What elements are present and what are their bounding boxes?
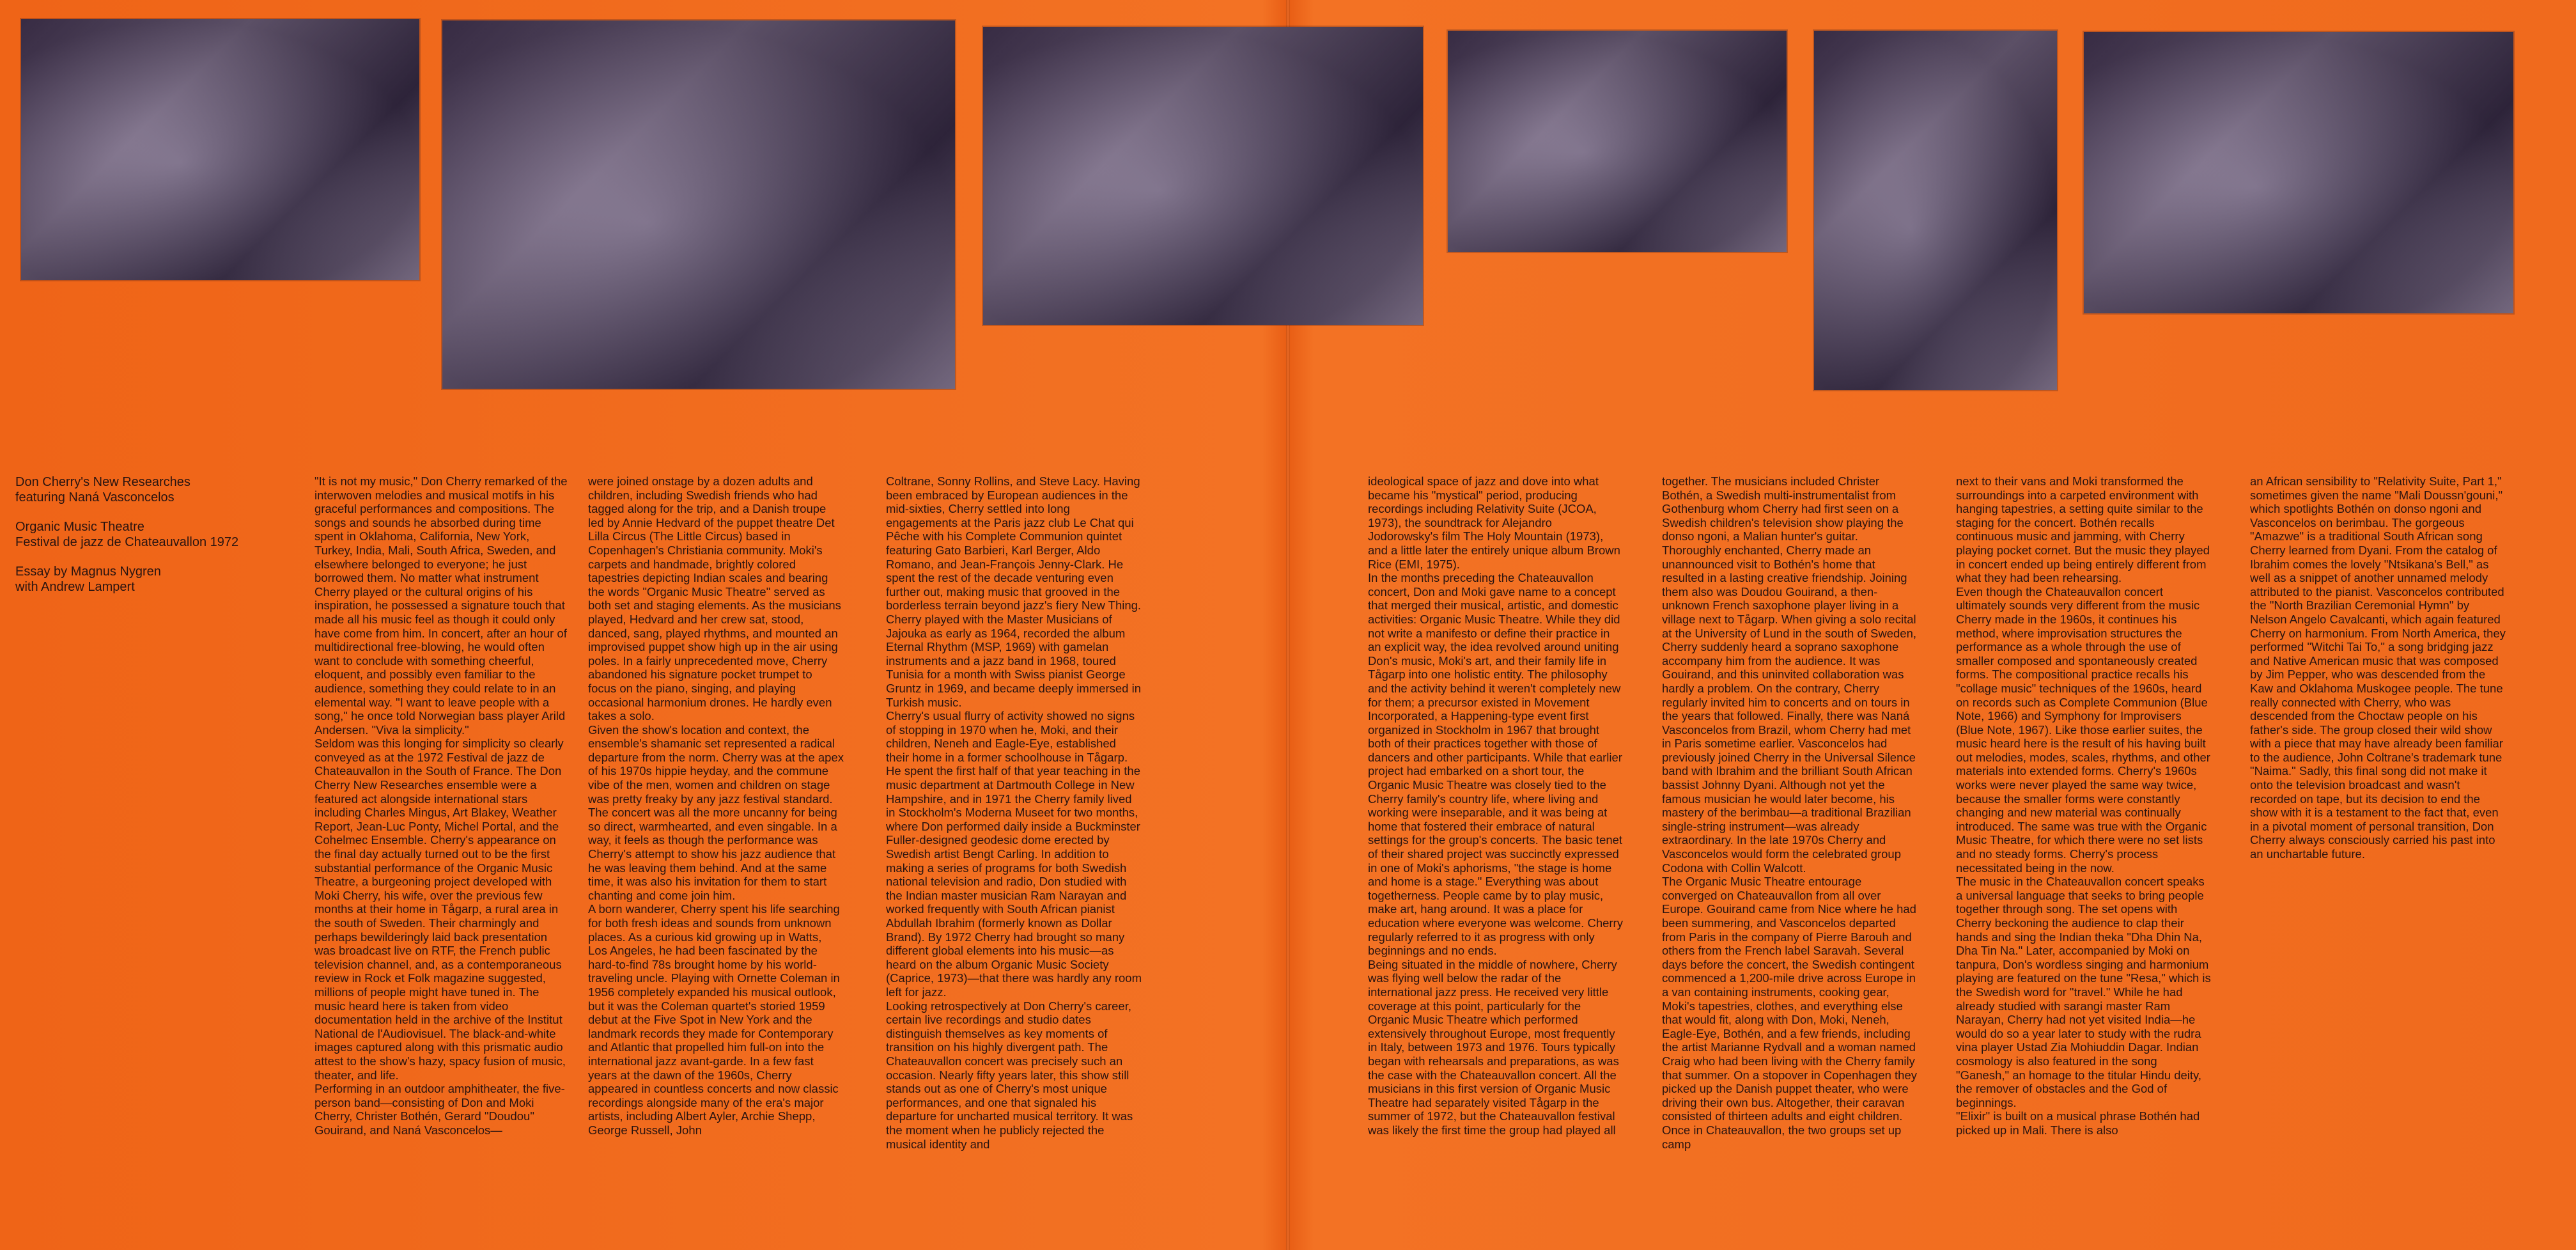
- essay-column-4: [1368, 474, 1624, 1137]
- essay-column-6: [1956, 474, 2212, 1137]
- essay-column-1-text: "It is not my music," Don Cherry remarked of the interwoven melodies and musical motifs in his graceful performances and compositions. The songs and sounds he absorbed during time spent in Oklahoma, California, New York, Turkey, India, Mali, South Africa, Sweden, and elsewhere belonged to everyone; he just borrowed them. No matter what instrument Cherry played or the cultural origins of his inspiration, he possessed a signature touch that made all his music feel as though it could only have come from him. In concert, after an hour of multidirectional free-blowing, he would often want to conclude with something cheerful, eloquent, and possibly even familiar to the audience, something they could relate to in an elemental way. "I want to leave people with a song," he once told Norwegian bass player Arild Andersen. "Viva la simplicity." Seldom was this longing for simplicity so clearly conveyed as at the 1972 Festival de jazz de Chateauvallon in the South of France. The Don Cherry New Researches ensemble were a featured act alongside international stars including Charles Mingus, Art Blakey, Weather Report, Jean-Luc Ponty, Michel Portal, and the Cohelmec Ensemble. Cherry's appearance on the final day actually turned out to be the first substantial performance of the Organic Music Theatre, a burgeoning project developed with Moki Cherry, his wife, over the previous few months at their home in Tågarp, a rural area in the south of Sweden. Their charmingly and perhaps bewilderingly laid back presentation was broadcast live on RTF, the French public television channel, and, as a contemporaneous review in Rock et Folk magazine suggested, millions of people might have tuned in. The music heard here is taken from video documentation held in the archive of the Institut National de l'Audiovisuel. The black-and-white images captured along with this prismatic audio attest to the show's hazy, spacy fusion of music, theater, and life. Performing in an outdoor amphitheater, the five-person band—consisting of Don and Moki Cherry, Christer Bothén, Gerard "Doudou" Gouirand, and Naná Vasconcelos—: [314, 474, 568, 1137]
- essay-credit-line-1: Essay by Magnus Nygren: [15, 565, 161, 579]
- essay-column-7-text: an African sensibility to "Relativity Suite, Part 1," sometimes given the name "Mali Doussn'gouni," which spotlights Bothén on donso ngoni and Vasconcelos on berimbau. The gorgeous "Amazwe" is a traditional South African song Cherry learned from Dyani. From the catalog of Ibrahim comes the lovely "Ntsikana's Bell," as well as a snippet of another unnamed melody attributed to the pianist. Vasconcelos contributed the "North Brazilian Ceremonial Hymn" by Nelson Angelo Cavalcanti, which again featured Cherry on harmonium. From North America, they performed "Witchi Tai To," a song bridging jazz and Native American music that was composed by Jim Pepper, who was descended from the Kaw and Oklahoma Muskogee people. The tune really connected with Cherry, who was descended from the Choctaw people on his father's side. The group closed their wild show with a piece that may have already been familiar to the audience, John Coltrane's trademark tune "Naima." Sadly, this final song did not make it onto the television broadcast and wasn't recorded on tape, but its decision to end the show with it is a testament to the fact that, even in a pivotal moment of personal transition, Don Cherry always consciously carried his past into an unchartable future.: [2250, 474, 2506, 861]
- photo-outdoor-harmonium: [21, 19, 419, 280]
- photo-crowd-van: [442, 20, 955, 389]
- essay-credit-line-2: with Andrew Lampert: [15, 580, 135, 594]
- photo-dancer-field: [1448, 31, 1787, 252]
- credits-block: [15, 474, 284, 609]
- essay-column-4-text: ideological space of jazz and dove into what became his "mystical" period, producing recordings including Relativity Suite (JCOA, 1973), the soundtrack for Alejandro Jodorowsky's film The Holy Mountain (1973), and a little later the entirely unique album Brown Rice (EMI, 1975). In the months preceding the Chateauvallon concert, Don and Moki gave name to a concept that merged their musical, artistic, and domestic activities: Organic Music Theatre. While they did not write a manifesto or define their practice in an explicit way, the idea revolved around uniting Don's music, Moki's art, and their family life in Tågarp into one holistic entity. The philosophy and the activity behind it weren't completely new for them; a precursor existed in Movement Incorporated, a Happening-type event first organized in Stockholm in 1967 that brought both of their practices together with those of dancers and other participants. While that earlier project had embarked on a short tour, the Organic Music Theatre was closely tied to the Cherry family's country life, where living and working were inseparable, and it was being at home that fostered their embrace of natural settings for the group's concerts. The basic tenet of their shared project was succinctly expressed in one of Moki's aphorisms, "the stage is home and home is a stage." Everything was about togetherness. People came by to play music, make art, hang around. It was a place for education where everyone was welcome. Cherry regularly referred to it as progress with only beginnings and no ends. Being situated in the middle of nowhere, Cherry was flying well below the radar of the international jazz press. He received very little coverage at this point, particularly for the Organic Music Theatre which performed extensively throughout Europe, most frequently in Italy, between 1973 and 1976. Tours typically began with rehearsals and preparations, as was the case with the Chateauvallon concert. All the musicians in this first version of Organic Music Theatre had separately visited Tågarp in the summer of 1972, but the Chateauvallon festival was likely the first time the group had played all: [1368, 474, 1623, 1137]
- event-title-line-2: Festival de jazz de Chateauvallon 1972: [15, 535, 239, 549]
- essay-column-1: [314, 474, 570, 1137]
- essay-credit: [15, 564, 284, 595]
- photo-stage-night: [2084, 32, 2513, 313]
- essay-column-7: [2250, 474, 2506, 861]
- essay-column-3-text: Coltrane, Sonny Rollins, and Steve Lacy. Having been embraced by European audiences in the mid-sixties, Cherry settled into long engagements at the Paris jazz club Le Chat qui Pêche with his Complete Communion quintet featuring Gato Barbieri, Karl Berger, Aldo Romano, and Jean-François Jenny-Clark. He spent the rest of the decade venturing even further out, making music that grooved in the borderless terrain beyond jazz's fiery New Thing. Cherry played with the Master Musicians of Jajouka as early as 1964, recorded the album Eternal Rhythm (MSP, 1969) with gamelan instruments and a jazz band in 1968, toured Tunisia for a month with Swiss pianist George Gruntz in 1969, and became deeply immersed in Turkish music. Cherry's usual flurry of activity showed no signs of stopping in 1970 when he, Moki, and their children, Neneh and Eagle-Eye, established their home in a former schoolhouse in Tågarp. He spent the first half of that year teaching in the music department at Dartmouth College in New Hampshire, and in 1971 the Cherry family lived in Stockholm's Moderna Museet for two months, where Don performed daily inside a Buckminster Fuller-designed geodesic dome erected by Swedish artist Bengt Carling. In addition to making a series of programs for both Swedish national television and radio, Don studied with the Indian master musician Ram Narayan and worked frequently with South African pianist Abdullah Ibrahim (formerly known as Dollar Brand). By 1972 Cherry had brought so many different global elements into his music—as heard on the album Organic Music Society (Caprice, 1973)—that there was hardly any room left for jazz. Looking retrospectively at Don Cherry's career, certain live recordings and studio dates distinguish themselves as key moments of transition on his highly divergent path. The Chateauvallon concert was precisely such an occasion. Nearly fifty years later, this show still stands out as one of Cherry's most unique performances, and one that signaled his departure for uncharted musical territory. It was the moment when he publicly rejected the musical identity and: [886, 474, 1142, 1151]
- essay-column-2-text: were joined onstage by a dozen adults and children, including Swedish friends who had tagged along for the trip, and a Danish troupe led by Annie Hedvard of the puppet theatre Det Lilla Circus (The Little Circus) based in Copenhagen's Christiania community. Moki's carpets and handmade, brightly colored tapestries depicting Indian scales and bearing the words "Organic Music Theatre" served as both set and staging elements. As the musicians played, Hedvard and her crew sat, stood, danced, sang, played rhythms, and mounted an improvised puppet show high up in the air using poles. In a fairly unprecedented move, Cherry abandoned his signature pocket trumpet to focus on the piano, singing, and playing occasional harmonium drones. He hardly even takes a solo. Given the show's location and context, the ensemble's shamanic set represented a radical departure from the norm. Cherry was at the apex of his 1970s hippie heyday, and the commune vibe of the men, women and children on stage was pretty freaky by any jazz festival standard. The concert was all the more uncanny for being so direct, warmhearted, and even singable. In a way, it feels as though the performance was Cherry's attempt to show his jazz audience that he was leaving them behind. And at the same time, it was also his invitation for them to start chanting and come join him. A born wanderer, Cherry spent his life searching for both fresh ideas and sounds from unknown places. As a curious kid growing up in Watts, Los Angeles, he had been fascinated by the hard-to-find 78s brought home by his world-traveling uncle. Playing with Ornette Coleman in 1956 completely expanded his musical outlook, but it was the Coleman quartet's storied 1959 debut at the Five Spot in New York and the landmark records they made for Contemporary and Atlantic that propelled him full-on into the international jazz avant-garde. In a few fast years at the dawn of the 1960s, Cherry appeared in countless concerts and now classic recordings alongside many of the era's major artists, including Albert Ayler, Archie Shepp, George Russell, John: [588, 474, 844, 1137]
- event-title: [15, 519, 284, 550]
- event-title-line-1: Organic Music Theatre: [15, 520, 144, 534]
- photo-stage-performance: [983, 27, 1423, 325]
- essay-column-5: [1662, 474, 1918, 1151]
- photo-tabla-doorway: [1814, 31, 2057, 390]
- essay-column-3: [886, 474, 1142, 1151]
- essay-column-6-text: next to their vans and Moki transformed the surroundings into a carpeted environment with hanging tapestries, a setting quite similar to the staging for the concert. Bothén recalls continuous music and jamming, with Cherry playing pocket cornet. But the music they played in concert ended up being entirely different from what they had been rehearsing. Even though the Chateauvallon concert ultimately sounds very different from the music Cherry made in the 1960s, it continues his method, where improvisation structures the performance as a whole through the use of smaller composed and spontaneously created forms. The compositional practice recalls his "collage music" techniques of the 1960s, heard on records such as Complete Communion (Blue Note, 1966) and Symphony for Improvisers (Blue Note, 1967). Like those earlier suites, the music heard here is the result of his having built out melodies, modes, scales, rhythms, and other materials into extended forms. Cherry's 1960s works were never played the same way twice, because the smaller forms were constantly changing and new material was continually introduced. The same was true with the Organic Music Theatre, for which there were no set lists and no steady forms. Cherry's process necessitated being in the now. The music in the Chateauvallon concert speaks a universal language that seeks to bring people together through song. The set opens with Cherry beckoning the audience to clap their hands and sing the Indian theka "Dha Dhin Na, Dha Tin Na." Later, accompanied by Moki on tanpura, Don's wordless singing and harmonium playing are featured on the tune "Resa," which is the Swedish word for "travel." While he had already studied with sarangi master Ram Narayan, Cherry had not yet visited India—he would do so a year later to study with the rudra vina player Ustad Zia Mohiuddin Dagar. Indian cosmology is also featured in the song "Ganesh," an homage to the titular Hindu deity, the remover of obstacles and the God of beginnings. "Elixir" is built on a musical phrase Bothén had picked up in Mali. There is also: [1956, 474, 2211, 1137]
- essay-column-5-text: together. The musicians included Christer Bothén, a Swedish multi-instrumentalist from Gothenburg whom Cherry had first seen on a Swedish children's television show playing the donso ngoni, a Malian hunter's guitar. Thoroughly enchanted, Cherry made an unannounced visit to Bothén's home that resulted in a lasting creative friendship. Joining them also was Doudou Gouirand, a then-unknown French saxophone player living in a village next to Tågarp. When giving a solo recital at the University of Lund in the south of Sweden, Cherry suddenly heard a soprano saxophone accompany him from the audience. It was Gouirand, and this uninvited collaboration was hardly a problem. On the contrary, Cherry regularly invited him to concerts and on tours in the years that followed. Finally, there was Naná Vasconcelos from Brazil, whom Cherry had met in Paris sometime earlier. Vasconcelos had previously joined Cherry in the Universal Silence band with Ibrahim and the brilliant South African bassist Johnny Dyani. Although not yet the famous musician he would later become, his mastery of the berimbau—a traditional Brazilian single-string instrument—was already extraordinary. In the late 1970s Cherry and Vasconcelos would form the celebrated group Codona with Collin Walcott. The Organic Music Theatre entourage converged on Chateauvallon from all over Europe. Gouirand came from Nice where he had been summering, and Vasconcelos departed from Paris in the company of Pierre Barouh and others from the French label Saravah. Several days before the concert, the Swedish contingent commenced a 1,200-mile drive across Europe in a van containing instruments, cooking gear, Moki's tapestries, clothes, and everything else that would fit, along with Don, Moki, Neneh, Eagle-Eye, Bothén, and a few friends, including the artist Marianne Rydvall and a woman named Craig who had been living with the Cherry family that summer. On a stopover in Copenhagen they picked up the Danish puppet theater, who were driving their own bus. Altogether, their caravan consisted of thirteen adults and eight children. Once in Chateauvallon, the two groups set up camp: [1662, 474, 1918, 1151]
- album-title-line-2: featuring Naná Vasconcelos: [15, 490, 175, 504]
- album-title-line-1: Don Cherry's New Researches: [15, 475, 190, 489]
- album-title: [15, 474, 284, 505]
- essay-column-2: [588, 474, 844, 1137]
